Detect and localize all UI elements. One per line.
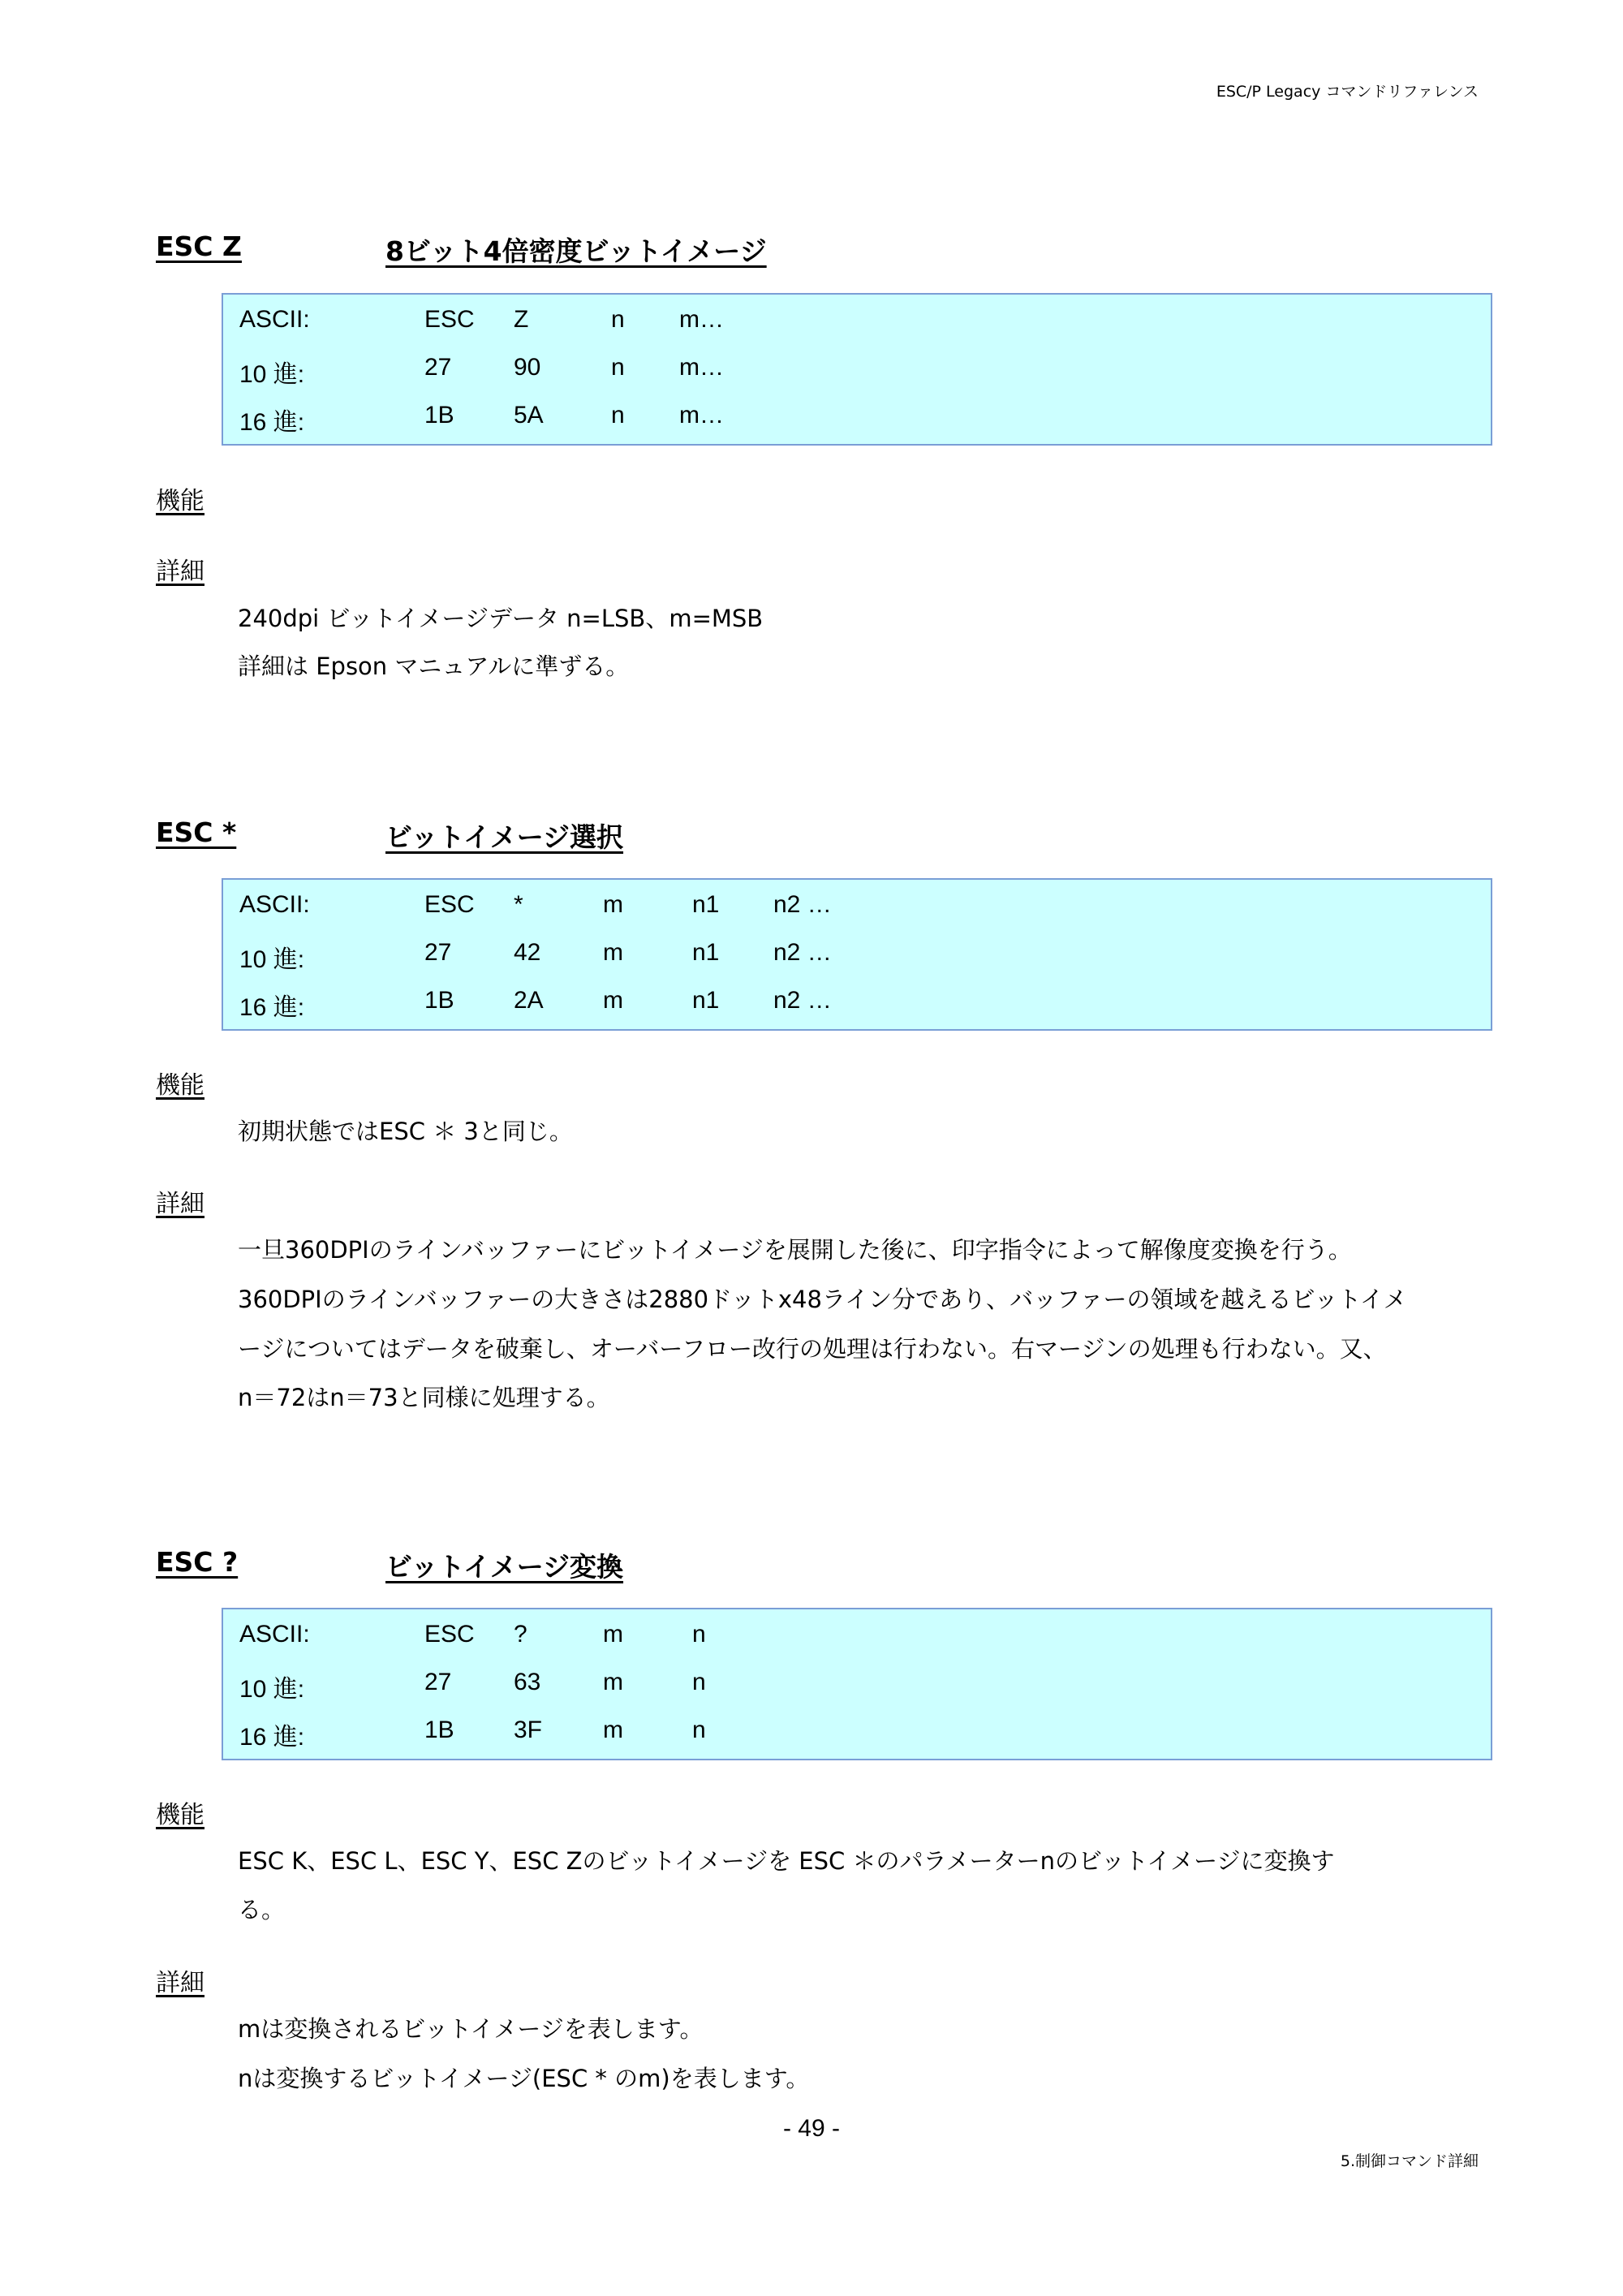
table-cell: m… [679, 354, 724, 381]
table-cell: ASCII: [239, 306, 310, 333]
table-cell: m [603, 939, 623, 966]
detail-text: 詳細は Epson マニュアルに準ずる。 [238, 653, 630, 680]
table-cell: 16 進: [239, 1724, 305, 1751]
table-cell: 3F [514, 1717, 543, 1743]
table-cell: m… [679, 306, 724, 333]
function-label: 機能 [156, 1801, 204, 1829]
table-cell: ESC [424, 891, 475, 918]
table-cell: 16 進: [239, 994, 305, 1021]
table-cell: m [603, 1717, 623, 1743]
table-cell: ? [514, 1621, 527, 1648]
table-cell: m [603, 1621, 623, 1648]
function-text: る。 [238, 1896, 286, 1923]
command-code-table [222, 293, 1492, 446]
table-cell: 90 [514, 354, 541, 381]
table-cell: n [692, 1669, 706, 1695]
function-label: 機能 [156, 1071, 204, 1100]
table-cell: ESC [424, 1621, 475, 1648]
table-cell: 16 進: [239, 409, 305, 436]
table-cell: n [611, 354, 625, 381]
table-cell: n [692, 1621, 706, 1648]
table-cell: ESC [424, 306, 475, 333]
table-cell: 10 進: [239, 361, 305, 388]
command-title: ビットイメージ変換 [385, 1551, 624, 1583]
function-text: ESC K、ESC L、ESC Y、ESC Zのビットイメージを ESC ＊のパラメーターnのビットイメージに変換す [238, 1847, 1335, 1875]
table-cell: Z [514, 306, 529, 333]
function-text: 初期状態ではESC ＊ 3と同じ。 [238, 1118, 573, 1145]
table-cell: n2 … [773, 939, 832, 966]
command-name: ESC ? [156, 1546, 239, 1578]
table-cell: * [514, 891, 523, 918]
table-cell: n2 … [773, 987, 832, 1014]
table-cell: m [603, 891, 623, 918]
detail-text: mは変換されるビットイメージを表します。 [238, 2015, 704, 2043]
table-cell: 27 [424, 939, 452, 966]
table-cell: n1 [692, 891, 720, 918]
command-name: ESC * [156, 816, 237, 848]
command-code-table [222, 1608, 1492, 1760]
running-header: ESC/P Legacy コマンドリファレンス [1216, 83, 1479, 101]
table-cell: n1 [692, 939, 720, 966]
detail-text: ージについてはデータを破棄し、オーバーフロー改行の処理は行わない。右マージンの処理も行わない。又、 [238, 1335, 1387, 1363]
detail-text: n＝72はn＝73と同様に処理する。 [238, 1384, 610, 1411]
table-cell: 5A [514, 402, 544, 429]
table-cell: n1 [692, 987, 720, 1014]
table-cell: m… [679, 402, 724, 429]
table-cell: 27 [424, 1669, 452, 1695]
table-cell: 2A [514, 987, 544, 1014]
table-cell: n [692, 1717, 706, 1743]
detail-label: 詳細 [156, 1190, 204, 1218]
detail-text: 360DPIのラインバッファーの大きさは2880ドットx48ライン分であり、バッファーの領域を越えるビットイメ [238, 1286, 1407, 1313]
table-cell: n [611, 306, 625, 333]
table-cell: m [603, 1669, 623, 1695]
table-cell: 27 [424, 354, 452, 381]
table-cell: 1B [424, 987, 454, 1014]
detail-text: 一旦360DPIのラインバッファーにビットイメージを展開した後に、印字指令によって解像度変換を行う。 [238, 1236, 1352, 1264]
function-label: 機能 [156, 487, 204, 515]
command-name: ESC Z [156, 230, 242, 262]
table-cell: 10 進: [239, 946, 305, 973]
table-cell: n [611, 402, 625, 429]
table-cell: ASCII: [239, 1621, 310, 1648]
table-cell: m [603, 987, 623, 1014]
command-title: ビットイメージ選択 [385, 821, 624, 853]
detail-label: 詳細 [156, 1969, 204, 1997]
table-cell: 1B [424, 1717, 454, 1743]
command-title: 8ビット4倍密度ビットイメージ [385, 235, 767, 267]
command-code-table [222, 878, 1492, 1031]
table-cell: 42 [514, 939, 541, 966]
page-number: - 49 - [782, 2115, 841, 2142]
table-cell: 63 [514, 1669, 541, 1695]
table-cell: ASCII: [239, 891, 310, 918]
table-cell: 10 進: [239, 1676, 305, 1703]
detail-text: nは変換するビットイメージ(ESC * のm)を表します。 [238, 2065, 810, 2092]
chapter-footer: 5.制御コマンド詳細 [1340, 2152, 1479, 2170]
detail-text: 240dpi ビットイメージデータ n=LSB、m=MSB [238, 605, 764, 632]
table-cell: n2 … [773, 891, 832, 918]
detail-label: 詳細 [156, 558, 204, 586]
table-cell: 1B [424, 402, 454, 429]
